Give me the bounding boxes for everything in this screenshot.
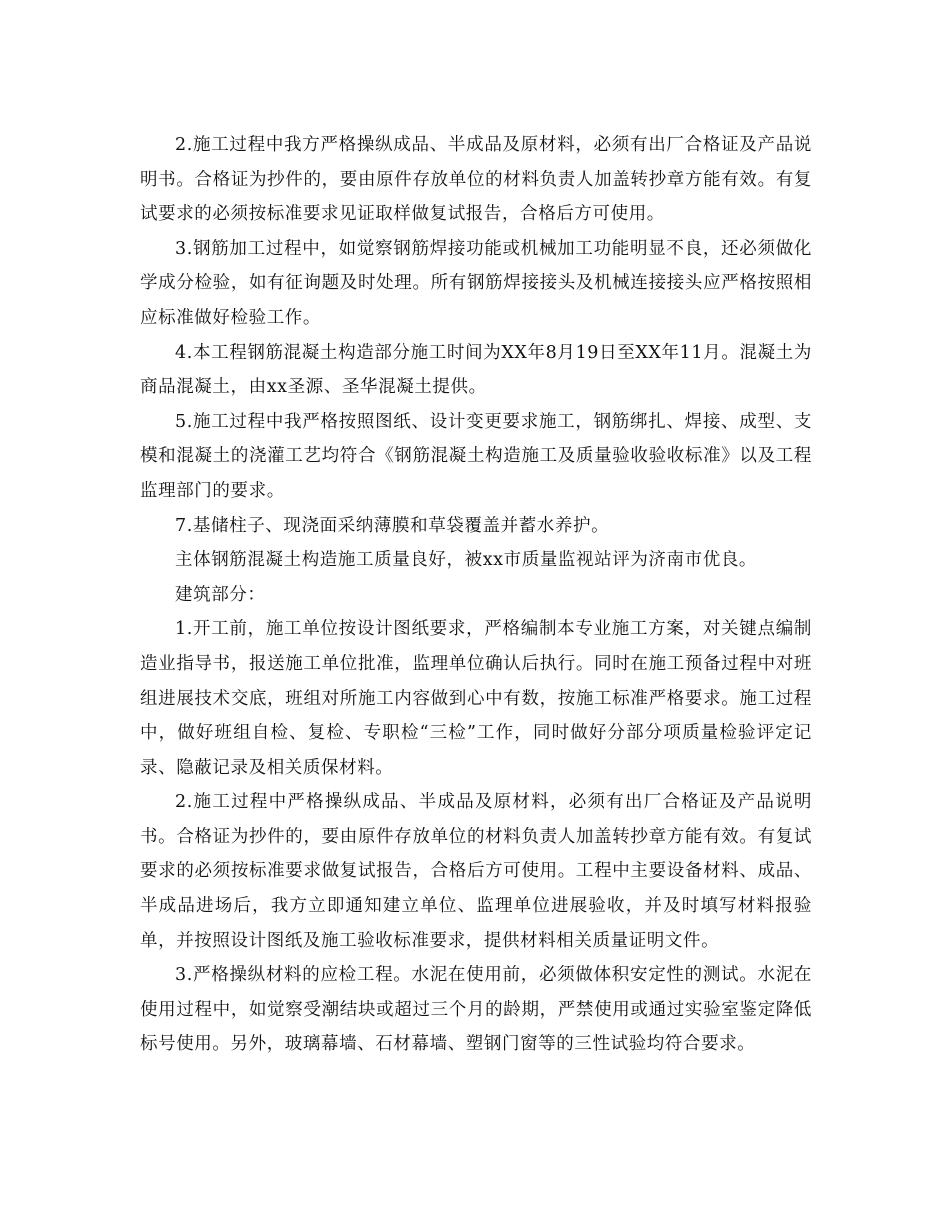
paragraph-material-inspection: 3.严格操纵材料的应检工程。水泥在使用前，必须做体积安定性的测试。水泥在使用过程中，如觉察受潮结块或超过三个月的龄期，严禁使用或通过实验室鉴定降低标号使用。另外，玻璃幕墙、石材幕墙、塑钢门窗等的三性试验均符合要求。 — [140, 965, 812, 1055]
paragraph-construction-standards: 5.施工过程中我严格按照图纸、设计变更要求施工，钢筋绑扎、焊接、成型、支模和混凝土的浇灌工艺均符合《钢筋混凝土构造施工及质量验收验收标准》以及工程监理部门的要求。 — [140, 411, 812, 501]
section-heading-building: 建筑部分： — [175, 584, 266, 605]
paragraph-pre-construction: 1.开工前，施工单位按设计图纸要求，严格编制本专业施工方案，对关键点编制造业指导书，报送施工单位批准，监理单位确认后执行。同时在施工预备过程中对班组进展技术交底，班组对所施工内容做到心中有数，按施工标准严格要求。施工过程中，做好班组自检、复检、专职检“三检”工作，同时做好分部分项质量检验评定记录、隐蔽记录及相关质保材料。 — [140, 619, 812, 778]
paragraph-quality-rating: 主体钢筋混凝土构造施工质量良好，被xx市质量监视站评为济南市优良。 — [175, 550, 758, 571]
paragraph-construction-period: 4.本工程钢筋混凝土构造部分施工时间为XX年8月19日至XX年11月。混凝土为商品混凝土，由xx圣源、圣华混凝土提供。 — [140, 342, 812, 398]
paragraph-curing: 7.基储柱子、现浇面采纳薄膜和草袋覆盖并蓄水养护。 — [175, 515, 610, 536]
document-body — [140, 128, 812, 1062]
paragraph-steel-materials: 2.施工过程中我方严格操纵成品、半成品及原材料，必须有出厂合格证及产品说明书。合格证为抄件的，要由原件存放单位的材料负责人加盖转抄章方能有效。有复试要求的必须按标准要求见证取样做复试报告，合格后方可使用。 — [140, 135, 812, 225]
paragraph-building-materials: 2.施工过程中严格操纵成品、半成品及原材料，必须有出厂合格证及产品说明书。合格证为抄件的，要由原件存放单位的材料负责人加盖转抄章方能有效。有复试要求的必须按标准要求做复试报告，合格后方可使用。工程中主要设备材料、成品、半成品进场后，我方立即通知建立单位、监理单位进展验收，并及时填写材料报验单，并按照设计图纸及施工验收标准要求，提供材料相关质量证明文件。 — [140, 792, 812, 951]
paragraph-rebar-processing: 3.钢筋加工过程中，如觉察钢筋焊接功能或机械加工功能明显不良，还必须做化学成分检验，如有征询题及时处理。所有钢筋焊接接头及机械连接接头应严格按照相应标准做好检验工作。 — [140, 238, 812, 328]
